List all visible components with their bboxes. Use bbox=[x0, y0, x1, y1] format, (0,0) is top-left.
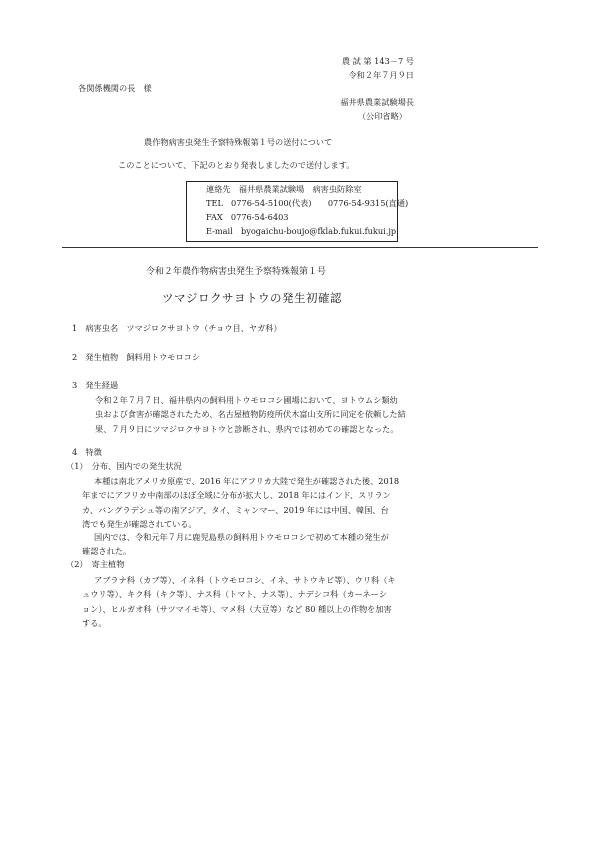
section-4-2-body bbox=[82, 573, 396, 631]
section-3-line: 令和２年７月７日、福井県内の飼料用トウモロコシ圃場において、ヨトウムシ類幼 bbox=[95, 395, 398, 405]
section-4-2-line: アブラナ科（カブ等）、イネ科（トウモロコシ、イネ、サトウキビ等）、ウリ科（キ bbox=[94, 575, 396, 585]
section-4-heading: 4 特徴 bbox=[72, 447, 102, 457]
section-1-pest-name: 1 病害虫名 ツマジロクサヨトウ（チョウ目、ヤガ科） bbox=[72, 323, 282, 333]
contact-fax: FAX 0776-54-6403 bbox=[206, 212, 289, 222]
section-4-1-body-2 bbox=[82, 530, 389, 559]
section-4-1-line: 年までにアフリカ中南部のほぼ全域に分布が拡大し、2018 年にはインド、スリラン bbox=[82, 490, 391, 501]
contact-line: 連絡先 福井県農業試験場 病害虫防除室 bbox=[206, 184, 362, 194]
section-4-1-body bbox=[82, 474, 399, 532]
section-4-1-line: 湾でも発生が確認されている。 bbox=[82, 519, 197, 530]
section-3-line: 虫および食害が確認されたため、名古屋植物防疫所伏木富山支所に同定を依頼した結 bbox=[95, 409, 406, 420]
section-4-1-line: 確認された。 bbox=[82, 546, 132, 557]
sender-organization: 福井県農業試験場長 bbox=[340, 97, 414, 107]
section-4-1-line: 国内では、令和元年７月に鹿児島県の飼料用トウモロコシで初めて本種の発生が bbox=[94, 532, 389, 542]
divider-line bbox=[62, 247, 538, 248]
recipient: 各関係機関の長 様 bbox=[78, 83, 152, 93]
report-title: ツマジロクサヨトウの発生初確認 bbox=[162, 291, 342, 305]
section-3-body bbox=[95, 393, 406, 436]
contact-tel: TEL 0776-54-5100(代表) 0776-54-9315(直通) bbox=[206, 198, 409, 208]
section-4-1-line: カ、バングラデシュ等の南アジア、タイ、ミャンマー、2019 年には中国、韓国、台 bbox=[82, 504, 389, 515]
section-4-1-heading: （1） 分布、国内での発生状況 bbox=[66, 461, 182, 471]
cover-body: このことについて、下記のとおり発表しましたので送付します。 bbox=[118, 160, 355, 170]
section-3-line: 果、７月９日にツマジロクサヨトウと診断され、県内では初めての確認となった。 bbox=[95, 423, 399, 434]
contact-email[interactable]: E-mail byogaichu-boujo@fklab.fukui.fukui.jp bbox=[206, 226, 397, 236]
report-issue: 令和２年農作物病害虫発生予察特殊報第１号 bbox=[146, 267, 327, 277]
cover-subject: 農作物病害虫発生予察特殊報第１号の送付について bbox=[144, 137, 333, 147]
section-4-2-line: する。 bbox=[82, 618, 107, 629]
section-2-host-plant: 2 発生植物 飼料用トウモロコシ bbox=[72, 352, 201, 362]
section-4-2-line: ョン）、ヒルガオ科（サツマイモ等）、マメ科（大豆等）など 80 種以上の作物を加害 bbox=[82, 603, 392, 614]
document-date: 令和２年７月９日 bbox=[348, 70, 414, 80]
section-4-2-line: ュウリ等）、キク科（キク等）、ナス科（トマト、ナス等）、ナデシコ科（カーネーシ bbox=[82, 589, 387, 600]
document-number: 農 試 第 143－7 号 bbox=[341, 56, 414, 66]
sender-seal-note: （公印省略） bbox=[357, 111, 407, 121]
section-4-1-line: 本種は南北アメリカ原産で、2016 年にアフリカ大陸で発生が確認された後、2018 bbox=[94, 476, 400, 486]
section-4-2-heading: （2） 寄主植物 bbox=[66, 559, 125, 569]
section-3-heading: 3 発生経過 bbox=[72, 380, 119, 390]
